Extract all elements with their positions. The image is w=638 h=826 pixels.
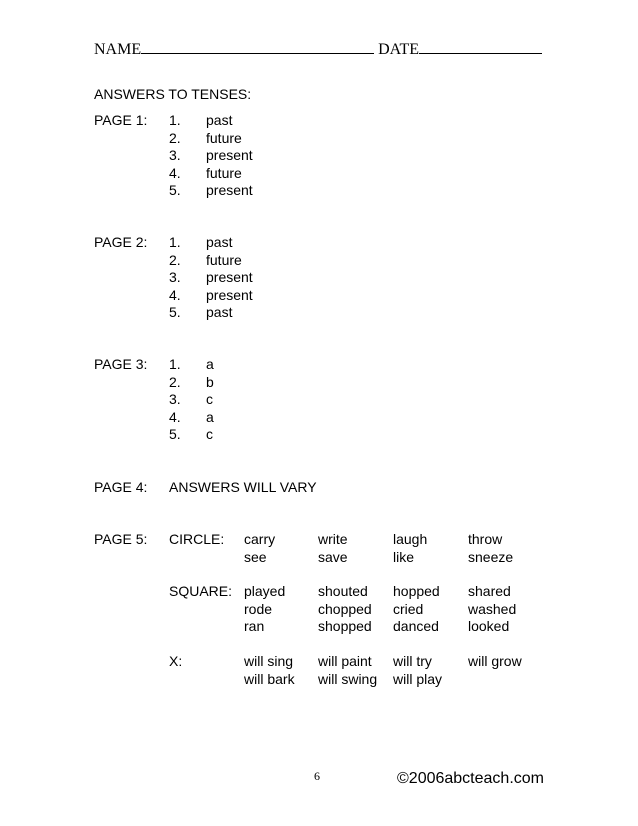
verb-word: carry [244, 531, 276, 547]
page5-label: PAGE 5: [94, 531, 148, 547]
item-answer: present [206, 269, 253, 285]
item-number: 3. [169, 147, 181, 163]
item-answer: future [206, 130, 242, 146]
group-label: SQUARE: [169, 583, 233, 599]
verb-word: shared [468, 583, 511, 599]
verb-word: played [244, 583, 286, 599]
item-answer: past [206, 234, 233, 250]
page4-label: PAGE 4: [94, 479, 148, 495]
item-number: 1. [169, 112, 181, 128]
verb-word: save [318, 549, 348, 565]
verb-word: chopped [318, 601, 372, 617]
page4-answer: ANSWERS WILL VARY [169, 479, 317, 495]
verb-word: shouted [318, 583, 368, 599]
verb-word: laugh [393, 531, 428, 547]
verb-word: throw [468, 531, 503, 547]
verb-word: sneeze [468, 549, 514, 565]
verb-word: cried [393, 601, 424, 617]
verb-word: will grow [468, 653, 522, 669]
group-label: X: [169, 653, 183, 669]
name-label: NAME [94, 41, 142, 58]
page3-label: PAGE 3: [94, 356, 148, 372]
item-number: 4. [169, 287, 181, 303]
item-answer: future [206, 165, 242, 181]
verb-word: will play [393, 671, 443, 687]
item-answer: past [206, 304, 233, 320]
answers-title: ANSWERS TO TENSES: [94, 86, 252, 102]
verb-word: will paint [318, 653, 372, 669]
date-blank-line[interactable] [419, 38, 542, 54]
item-answer: present [206, 287, 253, 303]
item-number: 2. [169, 130, 181, 146]
page-number: 6 [314, 769, 320, 783]
verb-word: will try [393, 653, 432, 669]
item-answer: past [206, 112, 233, 128]
name-blank-line[interactable] [141, 38, 374, 54]
group-label: CIRCLE: [169, 531, 225, 547]
verb-word: write [318, 531, 348, 547]
item-number: 5. [169, 304, 181, 320]
verb-word: see [244, 549, 267, 565]
item-number: 2. [169, 374, 181, 390]
item-answer: future [206, 252, 242, 268]
item-number: 4. [169, 165, 181, 181]
verb-word: will swing [318, 671, 378, 687]
item-number: 1. [169, 234, 181, 250]
item-answer: b [206, 374, 214, 390]
copyright: ©2006abcteach.com [397, 770, 544, 787]
name-field [94, 38, 542, 59]
verb-word: washed [468, 601, 517, 617]
item-number: 3. [169, 269, 181, 285]
date-label: DATE [378, 41, 419, 58]
item-answer: present [206, 182, 253, 198]
item-answer: c [206, 391, 213, 407]
verb-word: looked [468, 618, 510, 634]
verb-word: shopped [318, 618, 372, 634]
item-number: 2. [169, 252, 181, 268]
page2-label: PAGE 2: [94, 234, 148, 250]
item-number: 3. [169, 391, 181, 407]
verb-word: will sing [244, 653, 294, 669]
verb-word: danced [393, 618, 439, 634]
verb-word: rode [244, 601, 273, 617]
item-number: 5. [169, 182, 181, 198]
verb-word: will bark [244, 671, 295, 687]
verb-word: ran [244, 618, 265, 634]
item-answer: present [206, 147, 253, 163]
item-number: 1. [169, 356, 181, 372]
item-answer: a [206, 409, 214, 425]
item-number: 5. [169, 426, 181, 442]
verb-word: like [393, 549, 415, 565]
item-answer: c [206, 426, 213, 442]
item-answer: a [206, 356, 214, 372]
verb-word: hopped [393, 583, 440, 599]
page1-label: PAGE 1: [94, 112, 148, 128]
item-number: 4. [169, 409, 181, 425]
